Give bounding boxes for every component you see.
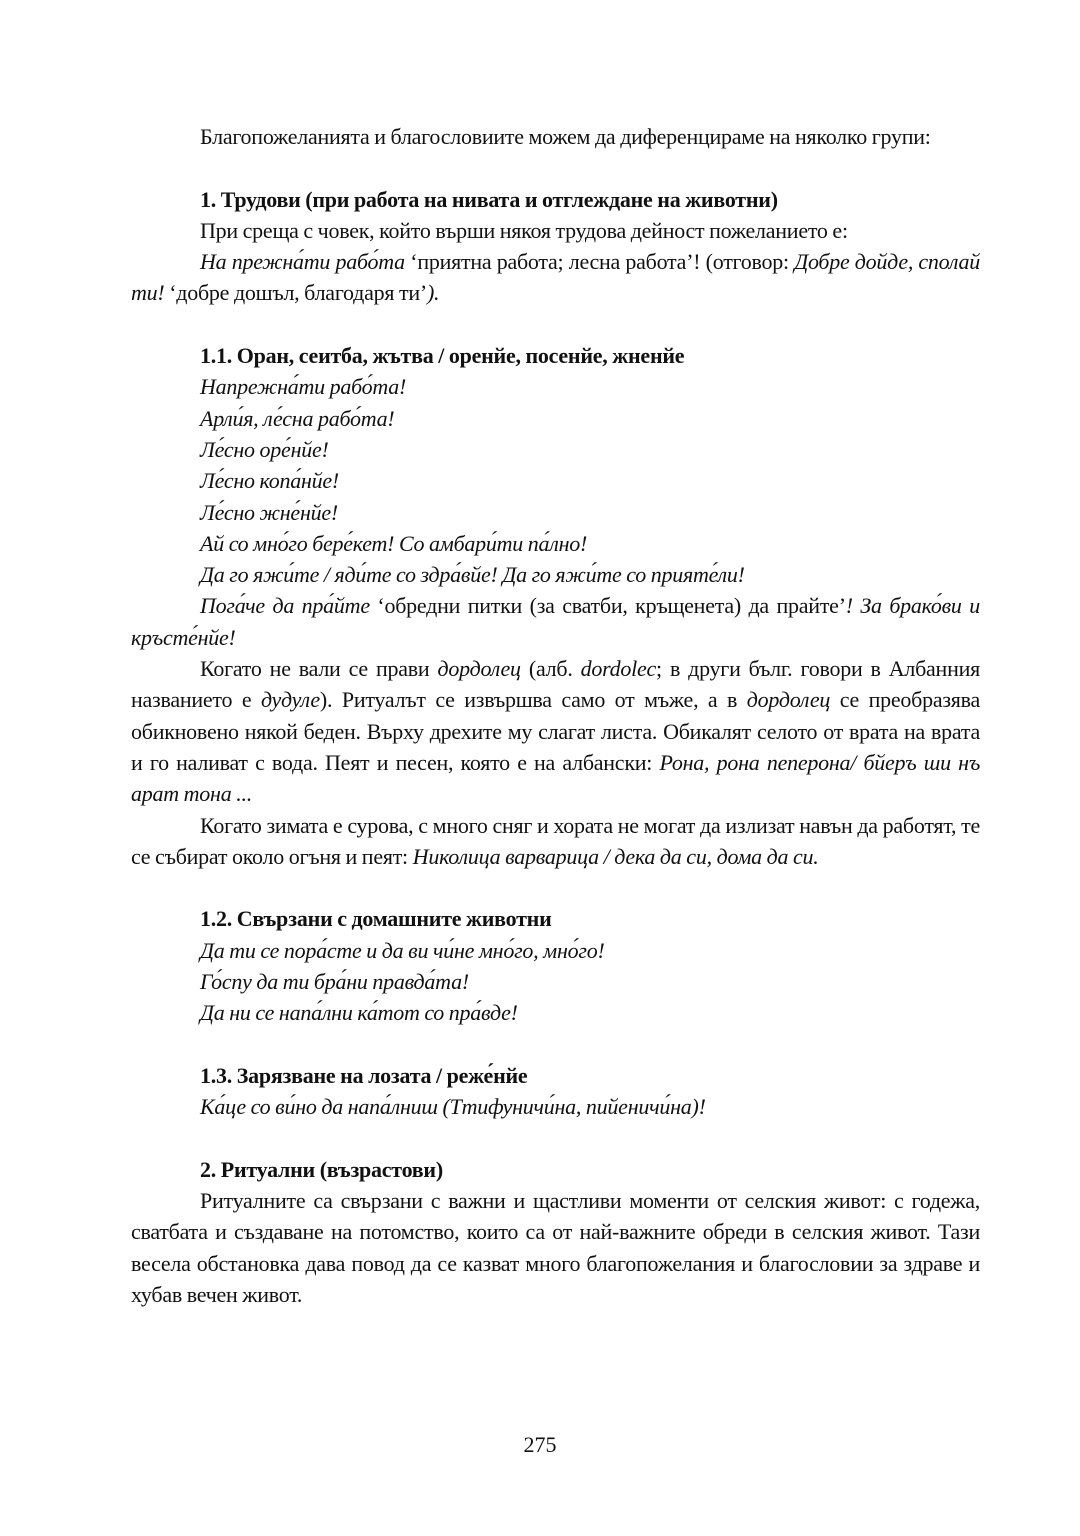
section-heading: 1.1. Оран, сеитба, жътва / оренйе, посенйе, жненйе [200, 343, 685, 369]
blessing-line: Ле́сно жне́нйе! [200, 499, 338, 525]
section-heading: 1.2. Свързани с домашните животни [200, 906, 552, 932]
blessing-line: Да го яжи́те / яди́те со здра́вйе! Да го яжи́те со прияте́ли! [200, 562, 745, 588]
text-run: се преобразява обикновено някой беден. Върху дрехите му слагат листа. Обикалят селото от врата на врата и го наливат с вода. Пеят и песен, която е на албански: [131, 687, 980, 775]
italic-phrase: На прежна́ти рабо́та [200, 249, 405, 275]
paragraph [131, 215, 980, 246]
text-run: (алб. [520, 656, 581, 682]
blessing-line: Да ни се напа́лни ка́тот со пра́вде! [200, 1000, 518, 1026]
paragraph [131, 246, 980, 309]
text-run: ). Ритуалът се извършва само от мъже, а в [319, 687, 747, 713]
italic-phrase: дудуле [260, 687, 320, 713]
page-number: 275 [523, 1432, 557, 1457]
blessing-line: Напрежна́ти рабо́та! [200, 374, 407, 400]
section-heading: 1.3. Зарязване на лозата / реже́нйе [200, 1062, 528, 1088]
text-run: Когато не вали се прави [200, 656, 438, 682]
blessing-line: Арли́я, ле́сна рабо́та! [200, 405, 395, 431]
italic-phrase: ! За брако́ви и кръсте́нйе! [131, 593, 980, 650]
blessing-line: Ле́сно копа́нйе! [200, 468, 340, 494]
section-heading: 2. Ритуални (възрастови) [200, 1156, 443, 1182]
text-run: ‘добре дошъл, благодаря ти’ [164, 280, 427, 306]
text-run: Ритуалните са свързани с важни и щастливи моменти от селския живот: с годежа, сватбата и създаване на потомство, които са от най-важните обреди в селския живот. Тази весела обстановка дава повод да се казват много благопожелания и благословии за здраве и хубав вечен живот. [131, 1188, 980, 1307]
italic-phrase: Рона, рона пеперона/ бйеръ ши нъ арат тона ... [131, 749, 981, 807]
blessing-line: Ле́сно оре́нйе! [200, 436, 329, 462]
italic-phrase: Добре дойде, сполай ти! [131, 249, 980, 306]
text-run: ‘обредни питки (за сватби, кръщенета) да прайте’ [369, 593, 846, 619]
paragraph [131, 121, 980, 152]
paragraph [131, 810, 980, 873]
document-body [131, 121, 980, 1310]
italic-phrase: ). [426, 280, 440, 306]
italic-phrase: dordolec [580, 656, 657, 682]
italic-phrase: Николица варварица / дека да си, дома да си. [412, 843, 819, 869]
blessing-line: Го́спу да ти бра́ни правда́та! [200, 969, 469, 995]
blessing-line: Да ти се пора́сте и да ви чи́не мно́го, мно́го! [200, 937, 605, 963]
text-run: ‘приятна работа; лесна работа’! (отговор: [404, 249, 795, 275]
text-run: Когато зимата е сурова, с много сняг и хората не могат да излизат навън да работят, те се събират около огъня и пеят: [131, 812, 980, 869]
text-run: ; в други бълг. говори в Албанния названието е [131, 656, 980, 713]
paragraph [131, 590, 980, 653]
blessing-line: Ай со мно́го бере́кет! Со амбари́ти па́лно! [200, 530, 588, 556]
italic-phrase: Пога́че да пра́йте [200, 593, 370, 619]
section-heading: 1. Трудови (при работа на нивата и отглеждане на животни) [200, 186, 778, 212]
paragraph [131, 1185, 980, 1310]
paragraph [131, 653, 980, 809]
italic-phrase: дордолец [746, 687, 831, 713]
italic-phrase: дордолец [437, 656, 521, 682]
blessing-line: Ка́це со ви́но да напа́лниш (Ттифуничи́на, пийеничи́на)! [200, 1094, 706, 1120]
text-run: При среща с човек, който върши някоя трудова дейност пожеланието е: [200, 217, 848, 243]
text-run: Благопожеланията и благословиите можем да диференцираме на няколко групи: [200, 124, 931, 149]
